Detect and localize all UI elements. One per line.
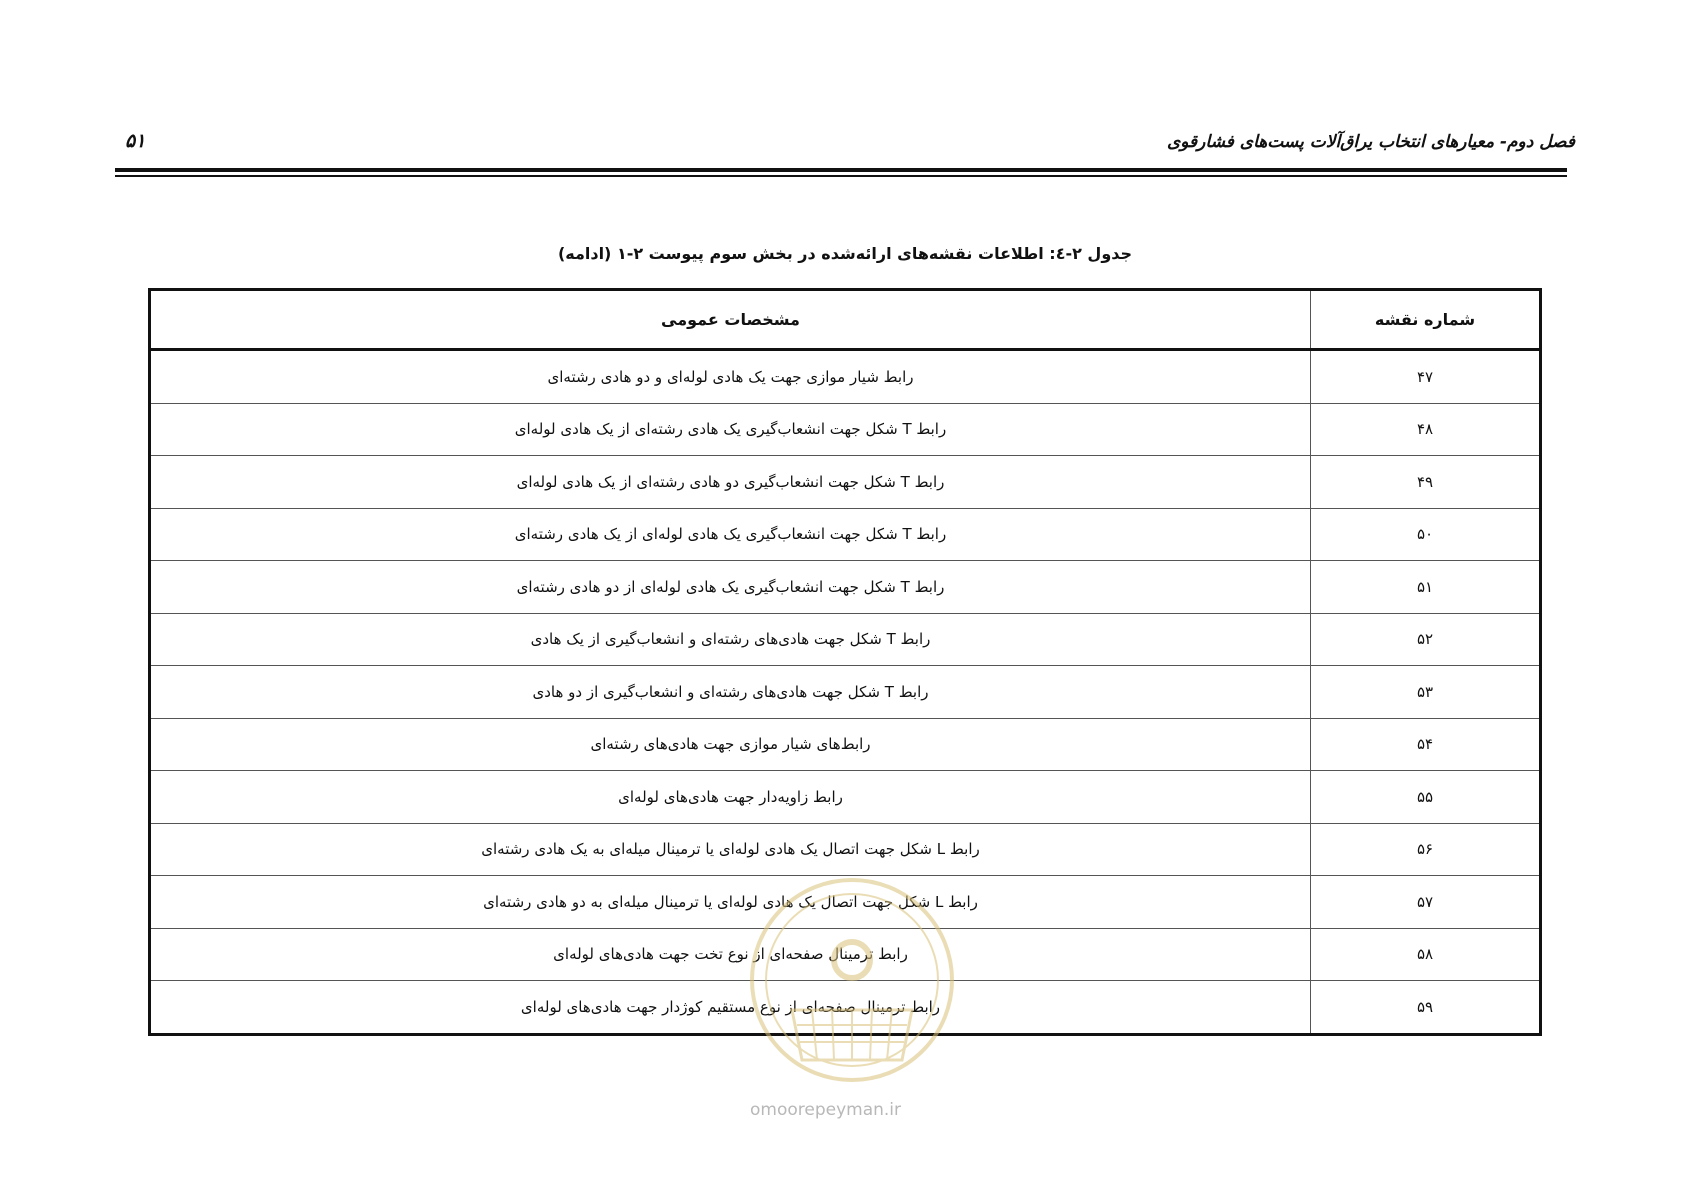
drawing-number-cell: ۵۹ — [1311, 981, 1541, 1035]
page-header — [115, 128, 1575, 158]
drawing-number-cell: ۵۷ — [1311, 876, 1541, 929]
drawing-description-cell: رابط T شکل جهت انشعاب‌گیری یک هادی لوله‌ای از یک هادی رشته‌ای — [150, 508, 1311, 561]
drawing-number-cell: ۵۴ — [1311, 718, 1541, 771]
drawing-description-cell: رابط‌های شیار موازی جهت هادی‌های رشته‌ای — [150, 718, 1311, 771]
drawing-description-cell: رابط زاویه‌دار جهت هادی‌های لوله‌ای — [150, 771, 1311, 824]
table-row — [150, 876, 1541, 929]
drawing-number-cell: ۵۵ — [1311, 771, 1541, 824]
table-row — [150, 823, 1541, 876]
drawing-description-cell: رابط L شکل جهت اتصال یک هادی لوله‌ای یا ترمینال میله‌ای به یک هادی رشته‌ای — [150, 823, 1311, 876]
table-row — [150, 350, 1541, 404]
drawing-description-cell: رابط T شکل جهت انشعاب‌گیری یک هادی رشته‌ای از یک هادی لوله‌ای — [150, 403, 1311, 456]
drawing-number-cell: ۴۸ — [1311, 403, 1541, 456]
table-row — [150, 456, 1541, 509]
drawing-number-cell: ۵۸ — [1311, 928, 1541, 981]
drawing-number-cell: ۵۱ — [1311, 561, 1541, 614]
table-body — [150, 350, 1541, 1035]
table-row — [150, 718, 1541, 771]
table-row — [150, 508, 1541, 561]
drawings-table — [148, 288, 1542, 1036]
chapter-title: فصل دوم- معیارهای انتخاب یراق‌آلات پست‌های فشارقوی — [1166, 132, 1575, 152]
table-caption: جدول ۲-٤: اطلاعات نقشه‌های ارائه‌شده در بخش سوم پیوست ۲-۱ (ادامه) — [557, 244, 1133, 263]
watermark-url: omoorepeyman.ir — [750, 1100, 902, 1120]
table-row — [150, 981, 1541, 1035]
drawing-description-cell: رابط L شکل جهت اتصال یک هادی لوله‌ای یا ترمینال میله‌ای به دو هادی رشته‌ای — [150, 876, 1311, 929]
header-rule-thick — [115, 168, 1567, 172]
table-row — [150, 771, 1541, 824]
table-header-row — [150, 290, 1541, 350]
drawing-number-cell: ۵۰ — [1311, 508, 1541, 561]
drawing-description-cell: رابط T شکل جهت انشعاب‌گیری یک هادی لوله‌ای از دو هادی رشته‌ای — [150, 561, 1311, 614]
table-row — [150, 403, 1541, 456]
column-header-number: شماره نقشه — [1311, 290, 1541, 350]
page-number: ۵۱ — [125, 130, 146, 152]
drawing-number-cell: ۵۶ — [1311, 823, 1541, 876]
drawing-description-cell: رابط ترمینال صفحه‌ای از نوع مستقیم کوژدار جهت هادی‌های لوله‌ای — [150, 981, 1311, 1035]
drawing-number-cell: ۴۷ — [1311, 350, 1541, 404]
table-row — [150, 928, 1541, 981]
drawing-description-cell: رابط ترمینال صفحه‌ای از نوع تخت جهت هادی‌های لوله‌ای — [150, 928, 1311, 981]
drawing-description-cell: رابط شیار موازی جهت یک هادی لوله‌ای و دو هادی رشته‌ای — [150, 350, 1311, 404]
table-row — [150, 666, 1541, 719]
table-row — [150, 561, 1541, 614]
drawing-description-cell: رابط T شکل جهت هادی‌های رشته‌ای و انشعاب‌گیری از یک هادی — [150, 613, 1311, 666]
drawing-number-cell: ۵۳ — [1311, 666, 1541, 719]
header-rule-thin — [115, 175, 1567, 177]
column-header-description: مشخصات عمومی — [150, 290, 1311, 350]
drawing-number-cell: ۵۲ — [1311, 613, 1541, 666]
drawing-description-cell: رابط T شکل جهت هادی‌های رشته‌ای و انشعاب‌گیری از دو هادی — [150, 666, 1311, 719]
drawing-number-cell: ۴۹ — [1311, 456, 1541, 509]
drawing-description-cell: رابط T شکل جهت انشعاب‌گیری دو هادی رشته‌ای از یک هادی لوله‌ای — [150, 456, 1311, 509]
table-row — [150, 613, 1541, 666]
